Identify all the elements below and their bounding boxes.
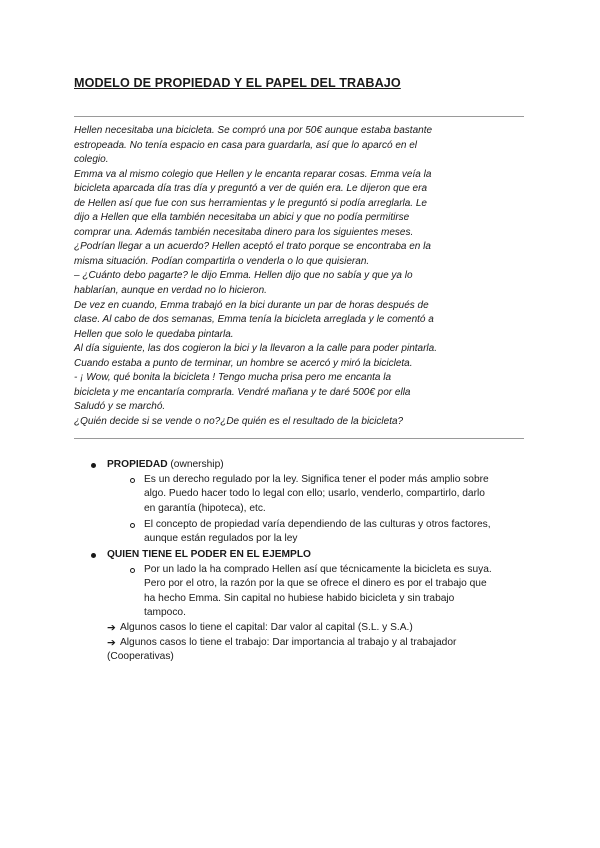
text-line: algo. Puedo hacer todo lo legal con ello; usarlo, venderlo, compartirlo, darlo	[144, 488, 485, 500]
story-line: ¿Quién decide si se vende o no?¿De quién es el resultado de la bicicleta?	[74, 415, 404, 427]
propiedad-suffix: (ownership)	[167, 459, 224, 470]
propiedad-point-2	[144, 518, 491, 547]
story-line: bicicleta aparcada día tras día y preguntó a ver de quién era. Le dijeron que era	[74, 183, 428, 195]
divider-bottom	[74, 438, 524, 439]
bullet-circle-icon	[130, 523, 135, 528]
text-line: en garantía (hipoteca), etc.	[144, 502, 266, 514]
story-line: colegio.	[74, 154, 109, 166]
bullet-circle-icon	[130, 478, 135, 483]
propiedad-heading: PROPIEDAD	[107, 459, 168, 470]
text-line: ha hecho Emma. Sin capital no hubiese habido bicicleta y sin trabajo	[144, 592, 455, 604]
story-line: Hellen que solo le quedaba pintarla.	[74, 328, 234, 340]
story-text	[74, 124, 524, 429]
story-line: clase. Al cabo de dos semanas, Emma tenía la bicicleta arreglada y le comentó a	[74, 314, 434, 326]
story-line: - ¡ Wow, qué bonita la bicicleta ! Tengo mucha prisa pero me encanta la	[74, 372, 392, 384]
text-line: Algunos casos lo tiene el trabajo: Dar importancia al trabajo y al trabajador	[120, 637, 457, 648]
text-line: (Cooperativas)	[107, 651, 174, 662]
story-line: de Hellen así que fue con sus herramientas y le preguntó si podía arreglarla. Le	[74, 197, 427, 209]
story-line: ¿Podrían llegar a un acuerdo? Hellen aceptó el trato porque se encontraba en la	[74, 241, 431, 253]
story-line: estropeada. No tenía espacio en casa para guardarla, así que lo aparcó en el	[74, 139, 418, 151]
heading-poder	[107, 548, 311, 562]
story-line: – ¿Cuánto debo pagarte? le dijo Emma. Hellen dijo que no sabía y que ya lo	[74, 270, 413, 282]
bullet-dot-icon	[91, 463, 96, 468]
story-line: Cuando estaba a punto de terminar, un hombre se acercó y miró la bicicleta.	[74, 357, 413, 369]
story-line: comprar una. Además también necesitaba dinero para los siguientes meses.	[74, 226, 414, 238]
text-line: Algunos casos lo tiene el capital: Dar valor al capital (S.L. y S.A.)	[120, 622, 413, 633]
arrow-right-icon: ➔	[107, 622, 116, 634]
story-line: dijo a Hellen que ella también necesitaba un abici y que no podía permitirse	[74, 212, 410, 224]
story-line: Emma va al mismo colegio que Hellen y le encanta reparar cosas. Emma veía la	[74, 168, 432, 180]
heading-propiedad	[107, 458, 224, 472]
story-line: misma situación. Podían compartirla o venderla o lo que quisieran.	[74, 255, 370, 267]
text-line: aunque están regulados por la ley	[144, 533, 298, 545]
propiedad-point-1	[144, 473, 489, 516]
poder-heading: QUIEN TIENE EL PODER EN EL EJEMPLO	[107, 549, 311, 560]
arrow-right-icon: ➔	[107, 637, 116, 649]
divider-top	[74, 116, 524, 117]
text-line: tampoco.	[144, 607, 186, 619]
story-line: Hellen necesitaba una bicicleta. Se compró una por 50€ aunque estaba bastante	[74, 125, 433, 136]
story-line: De vez en cuando, Emma trabajó en la bici durante un par de horas después de	[74, 299, 429, 311]
page-title: MODELO DE PROPIEDAD Y EL PAPEL DEL TRABAJO	[74, 76, 401, 90]
arrow-item-trabajo	[120, 636, 456, 650]
story-line: Al día siguiente, las dos cogieron la bici y la llevaron a la calle para poder pintarla.	[74, 343, 437, 355]
story-line: Saludó y se marchó.	[74, 401, 166, 413]
text-line: Es un derecho regulado por la ley. Significa tener el poder más amplio sobre	[144, 474, 489, 485]
bullet-circle-icon	[130, 568, 135, 573]
text-line: Pero por el otro, la razón por la que se ofrece el dinero es por el trabajo que	[144, 578, 487, 590]
bullet-dot-icon	[91, 553, 96, 558]
story-line: hablarían, aunque en verdad no lo hicieron.	[74, 285, 267, 297]
text-line: El concepto de propiedad varía dependiendo de las culturas y otros factores,	[144, 519, 491, 530]
story-line: bicicleta y me encantaría comprarla. Vendré mañana y te daré 500€ por ella	[74, 386, 411, 398]
arrow-item-trabajo-cont	[107, 650, 174, 664]
arrow-item-capital	[120, 621, 413, 635]
text-line: Por un lado la ha comprado Hellen así que técnicamente la bicicleta es suya.	[144, 564, 492, 575]
poder-point-1	[144, 563, 492, 621]
